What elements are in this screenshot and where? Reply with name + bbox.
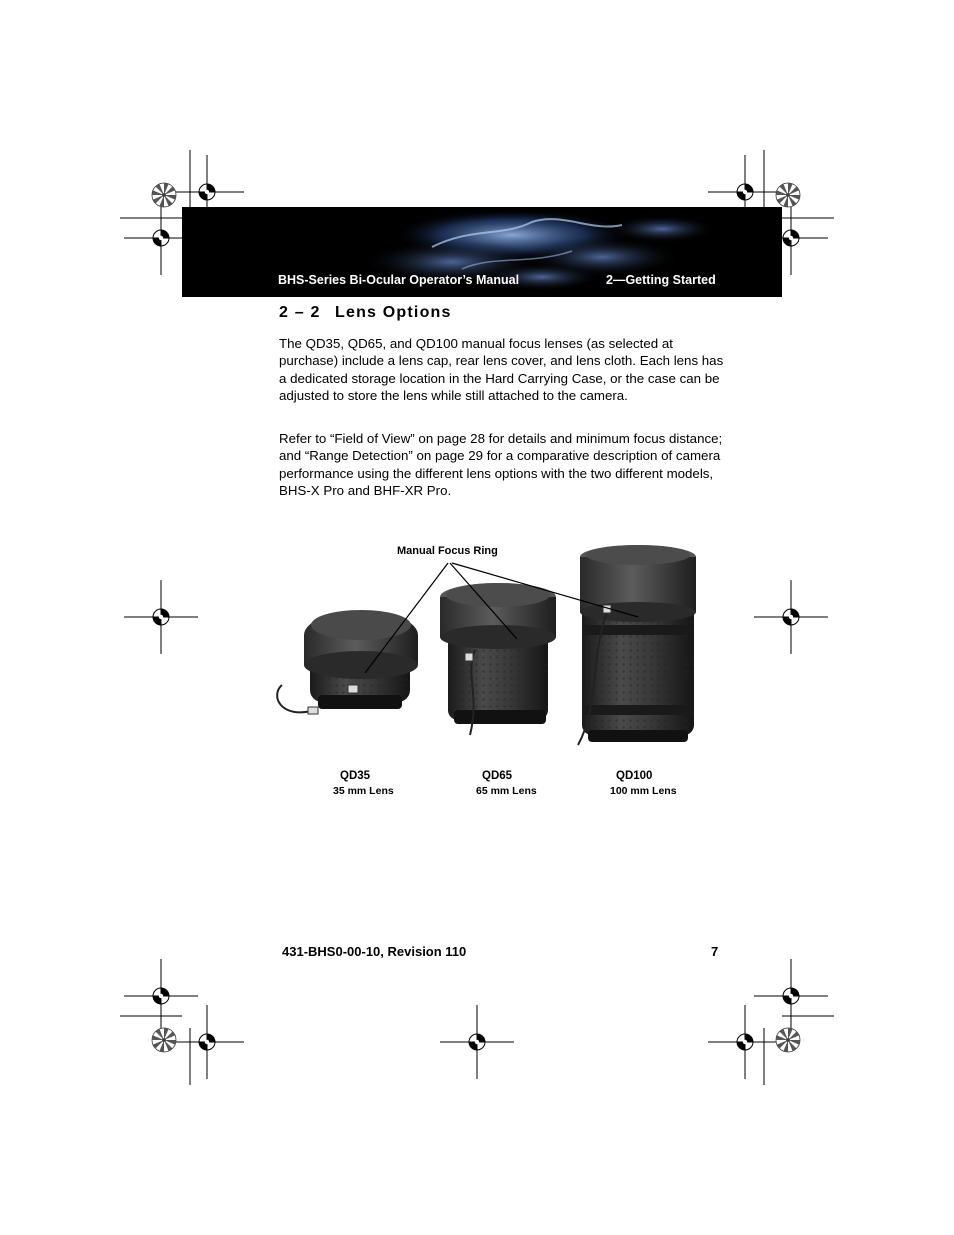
manual-title: BHS-Series Bi-Ocular Operator’s Manual [278,273,520,287]
qd65-lens-illustration [440,583,556,735]
section-title: Lens Options [335,304,452,321]
lens-code-qd65: QD65 [482,770,513,782]
lens-code-qd100: QD100 [616,770,653,782]
page-number: 7 [711,944,719,959]
lens-description-qd65: 65 mm Lens [476,785,537,797]
paragraph-2: Refer to “Field of View” on page 28 for details and minimum focus distance; and “Range Detection” on page 29 for a comparative description of camera performance using the different lens options with the two different models, BHS-X Pro and BHF-XR Pro. [279,431,723,499]
section-heading [279,304,452,322]
lens-figure [270,535,710,760]
section-number: 2 – 2 [279,304,321,321]
lens-description-qd35: 35 mm Lens [333,785,394,797]
header-banner [182,207,782,297]
qd100-lens-illustration [578,545,696,745]
manual-focus-ring-label: Manual Focus Ring [397,545,498,557]
paragraph-1: The QD35, QD65, and QD100 manual focus lenses (as selected at purchase) include a lens cap, rear lens cover, and lens cloth. Each lens has a dedicated storage location in the Hard Carrying Case, or the case can be adjusted to store the lens while still attached to the camera. [279,336,724,404]
lens-code-qd35: QD35 [340,770,371,782]
qd35-lens-illustration [277,610,418,714]
chapter-title: 2—Getting Started [606,273,716,287]
document-number: 431-BHS0-00-10, Revision 110 [282,944,467,959]
lens-description-qd100: 100 mm Lens [610,785,677,797]
